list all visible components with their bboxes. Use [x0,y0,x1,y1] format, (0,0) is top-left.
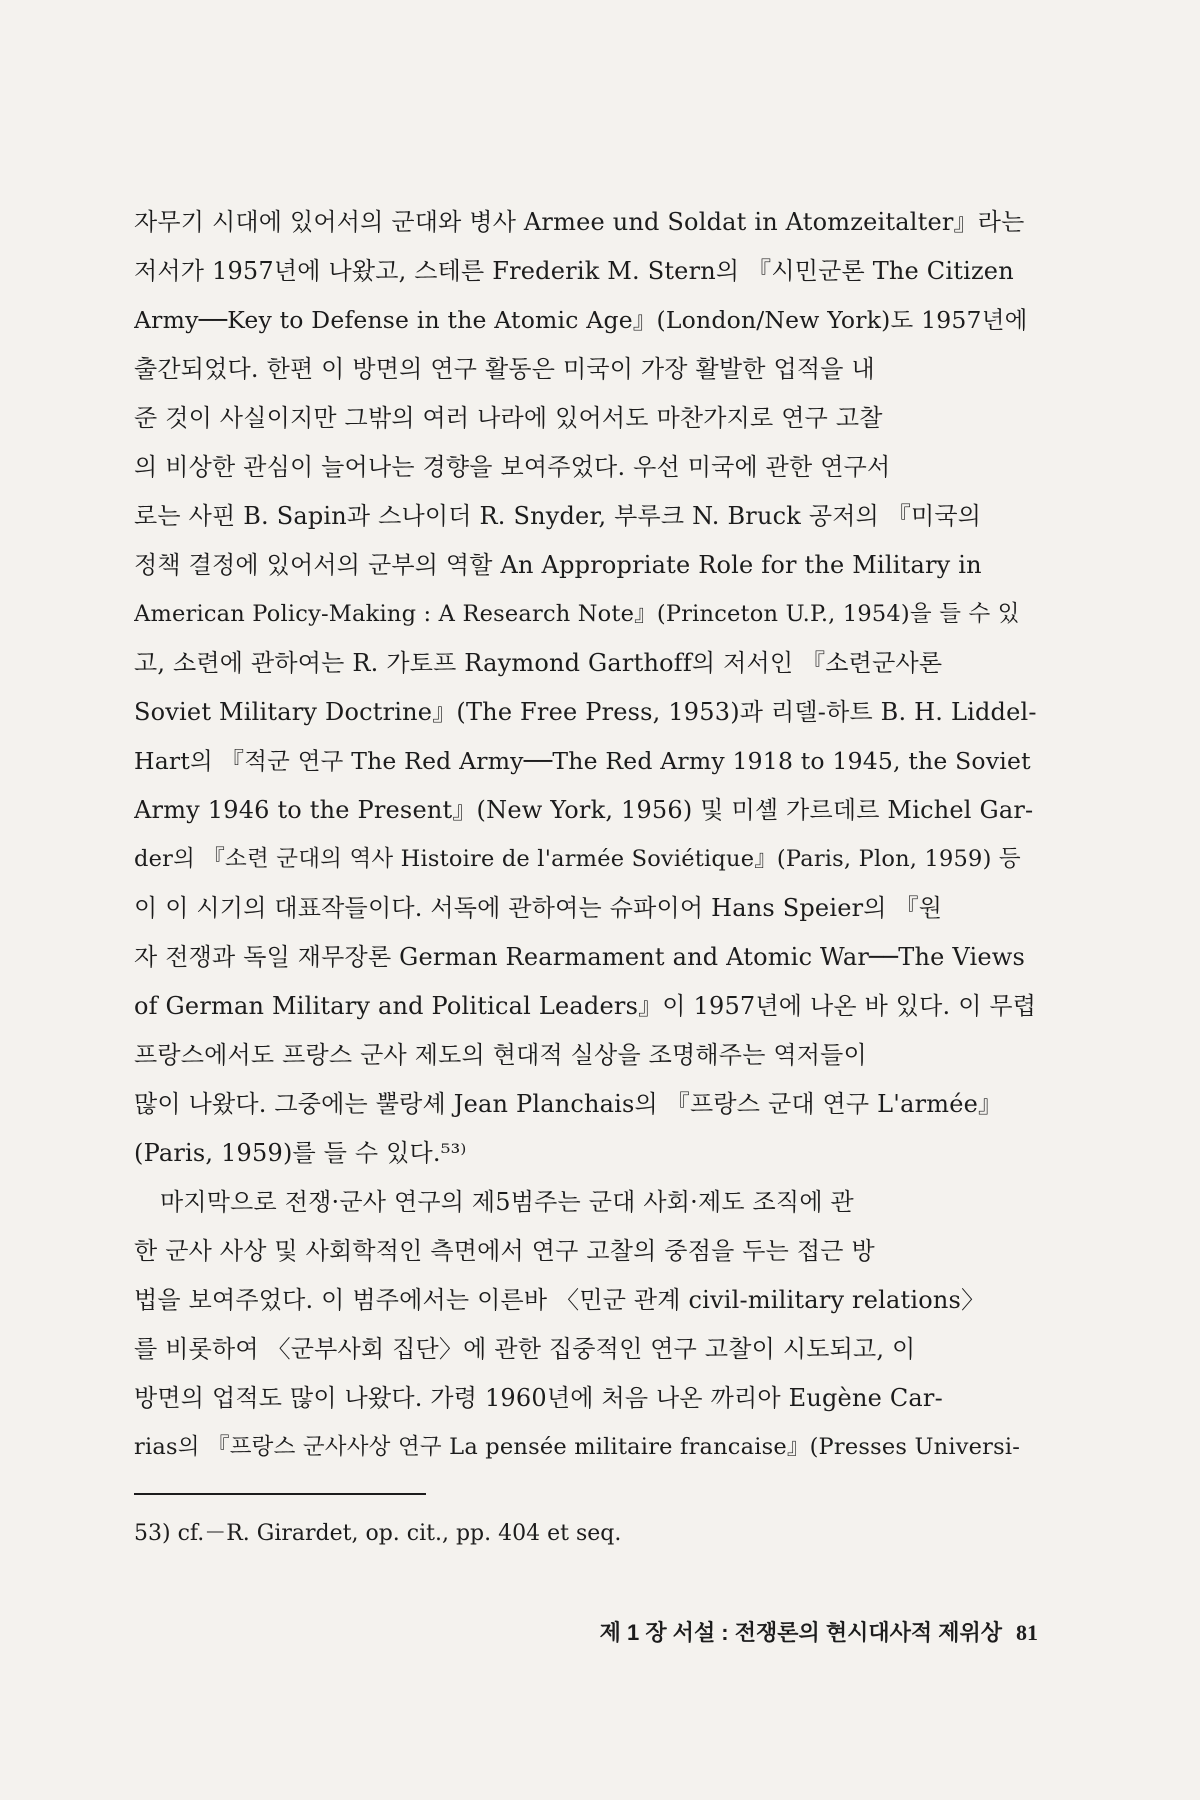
text-line: 정책 결정에 있어서의 군부의 역할 An Appropriate Role for the Military in [134,551,982,579]
text-line: 를 비롯하여 〈군부사회 집단〉에 관한 집중적인 연구 고찰이 시도되고, 이 [134,1335,916,1363]
running-footer [468,1617,1038,1649]
text-line: 로는 사핀 B. Sapin과 스나이더 R. Snyder, 부루크 N. Bruck 공저의 『미국의 [134,502,982,530]
text-line: Army 1946 to the Present』(New York, 1956) 및 미셸 가르데르 Michel Gar- [134,796,1034,824]
text-line: 많이 나왔다. 그중에는 뿔랑셰 Jean Planchais의 『프랑스 군대 연구 L'armée』 [134,1090,1003,1118]
text-line: (Paris, 1959)를 들 수 있다.⁵³⁾ [134,1139,467,1167]
footnote-divider [134,1493,426,1495]
footnote: 53) cf.－R. Girardet, op. cit., pp. 404 et seq. [134,1521,622,1546]
text-line: 의 비상한 관심이 늘어나는 경향을 보여주었다. 우선 미국에 관한 연구서 [134,453,891,481]
text-line: Soviet Military Doctrine』(The Free Press, 1953)과 리델-하트 B. H. Liddel- [134,698,1037,726]
paragraph-start-line: 마지막으로 전쟁·군사 연구의 제5범주는 군대 사회·제도 조직에 관 [160,1188,854,1216]
text-line: 자 전쟁과 독일 재무장론 German Rearmament and Atomic War──The Views [134,943,1026,971]
page-number: 81 [1016,1620,1038,1645]
text-line: American Policy-Making : A Research Note』(Princeton U.P., 1954)을 들 수 있 [134,601,1020,627]
text-line: 자무기 시대에 있어서의 군대와 병사 Armee und Soldat in Atomzeitalter』라는 [134,208,1025,236]
text-line: 출간되었다. 한편 이 방면의 연구 활동은 미국이 가장 활발한 업적을 내 [134,355,875,383]
text-line: 준 것이 사실이지만 그밖의 여러 나라에 있어서도 마찬가지로 연구 고찰 [134,404,883,432]
text-line: 방면의 업적도 많이 나왔다. 가령 1960년에 처음 나온 까리아 Eugène Car- [134,1384,943,1412]
chapter-title: 제 1 장 서설 : 전쟁론의 현시대사적 제위상 [599,1620,1002,1645]
text-line: der의 『소련 군대의 역사 Histoire de l'armée Soviétique』(Paris, Plon, 1959) 등 [134,846,1021,872]
text-line: Hart의 『적군 연구 The Red Army──The Red Army 1918 to 1945, the Soviet [134,747,1031,775]
text-line: 한 군사 사상 및 사회학적인 측면에서 연구 고찰의 중점을 두는 접근 방 [134,1237,875,1265]
text-line: 고, 소련에 관하여는 R. 가토프 Raymond Garthoff의 저서인 『소련군사론 [134,649,943,677]
text-line: 이 이 시기의 대표작들이다. 서독에 관하여는 슈파이어 Hans Speier의 『원 [134,894,943,922]
text-line: 저서가 1957년에 나왔고, 스테른 Frederik M. Stern의 『시민군론 The Citizen [134,257,1014,285]
text-line: Army──Key to Defense in the Atomic Age』(London/New York)도 1957년에 [134,306,1028,334]
text-line: 법을 보여주었다. 이 범주에서는 이른바 〈민군 관계 civil-military relations〉 [134,1286,986,1314]
text-line: 프랑스에서도 프랑스 군사 제도의 현대적 실상을 조명해주는 역저들이 [134,1041,867,1069]
body-text [134,198,1038,1472]
text-line: of German Military and Political Leaders』이 1957년에 나온 바 있다. 이 무렵 [134,992,1037,1020]
text-line: rias의 『프랑스 군사사상 연구 La pensée militaire francaise』(Presses Universi- [134,1434,1021,1460]
